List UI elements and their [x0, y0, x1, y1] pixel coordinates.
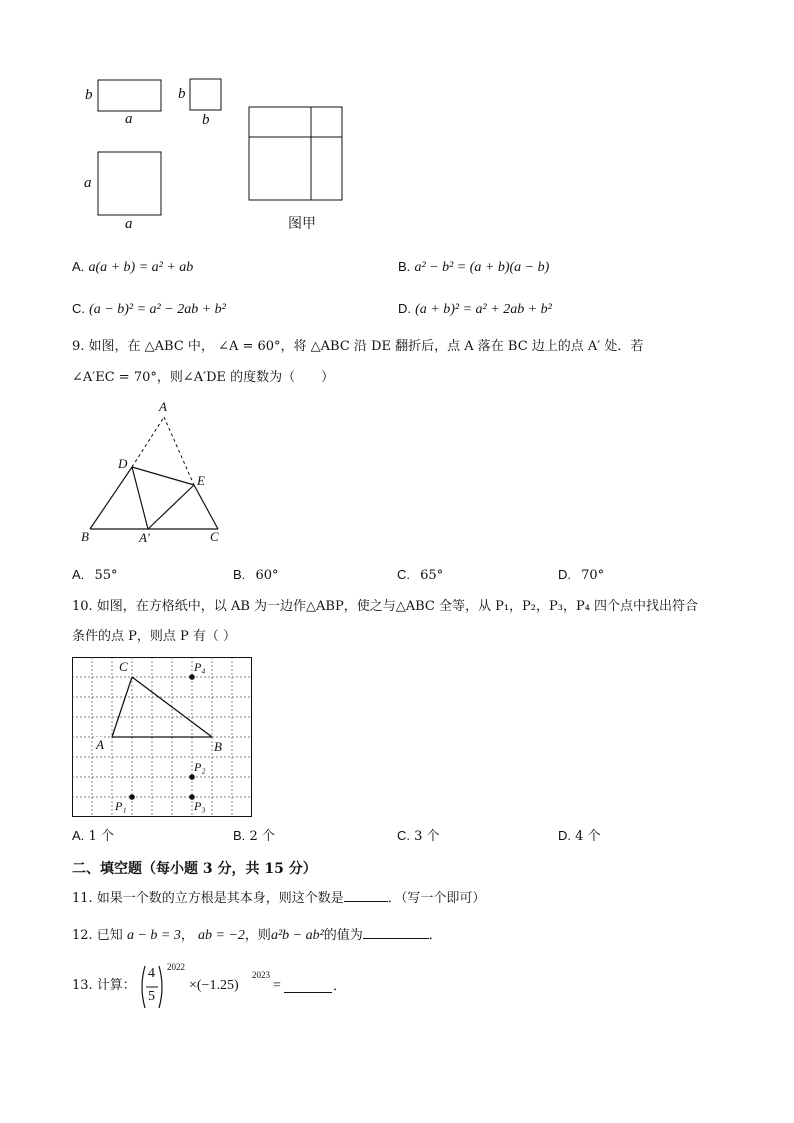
- q10-grid-figure: [72, 657, 254, 819]
- q8-rectangles-svg: [80, 70, 370, 240]
- q12-expression: a²b − ab²: [270, 928, 324, 943]
- q12-tail: 的值为: [323, 928, 363, 943]
- figure-caption: 图甲: [288, 216, 316, 232]
- q10-option-d: [558, 827, 601, 846]
- big-square-side-a-bottom: a: [125, 216, 133, 232]
- q12-condition-2: ab = −2: [198, 928, 245, 943]
- q9-option-d: [558, 566, 604, 585]
- q8-option-a: [72, 258, 193, 277]
- q12-mid: ，则: [244, 928, 271, 943]
- vertex-e-label: E: [197, 473, 205, 488]
- q10-option-a: [72, 827, 114, 846]
- grid-label-b: B: [214, 739, 222, 754]
- vertex-a-prime-label: A′: [139, 530, 150, 545]
- q10-stem-line1: 10. 如图，在方格纸中，以 AB 为一边作△ABP，使之与△ABC 全等，从 P₁，P₂，P₃，P₄ 四个点中找出符合: [72, 599, 699, 614]
- option-text: 65°: [420, 568, 444, 583]
- vertex-c-label: C: [210, 529, 219, 544]
- q13-stem: 13. 计算：: [72, 978, 136, 993]
- q9-stem-line2: ∠A′EC = 70°，则∠A′DE 的度数为（ ）: [72, 370, 335, 385]
- grid-label-p4: P₄: [194, 660, 206, 674]
- segment-da1: [132, 467, 148, 529]
- q13-numerator: 4: [148, 966, 155, 981]
- option-letter: A.: [72, 828, 85, 843]
- q12-end: ．: [428, 928, 442, 943]
- q13-exponent-1: 2022: [167, 962, 185, 972]
- q12-condition-1: a − b = 3: [126, 928, 181, 943]
- q9-option-b: [233, 566, 278, 585]
- q8-option-d: [398, 300, 552, 319]
- q12-stem: 12. 已知: [72, 928, 123, 943]
- option-letter: A.: [72, 567, 85, 582]
- segment-ea1: [148, 485, 194, 529]
- q13-equals: =: [273, 978, 281, 993]
- q12-separator: ，: [180, 928, 194, 943]
- q10-option-b: [233, 827, 275, 846]
- option-letter: D.: [558, 828, 571, 843]
- segment-ae-dashed: [164, 417, 194, 485]
- q13-factor: ×(−1.25): [189, 978, 239, 993]
- segment-bd: [90, 467, 132, 529]
- q8-figures: [80, 70, 370, 240]
- q8-option-c: [72, 300, 226, 319]
- vertex-b-label: B: [81, 529, 89, 544]
- big-square-side-a-left: a: [84, 175, 92, 191]
- q9-triangle-figure: [75, 399, 235, 550]
- q13: [72, 962, 472, 1012]
- grid-label-p1: P₁: [115, 799, 127, 813]
- q9-stem-line1: 9. 如图，在 △ABC 中， ∠A = 60°，将 △ABC 沿 DE 翻折后，点 A 落在 BC 边上的点 A′ 处．若: [72, 339, 644, 354]
- section-heading: 二、填空题（每小题 3 分，共 15 分）: [72, 861, 317, 877]
- option-letter: D.: [398, 301, 411, 316]
- option-letter: D.: [558, 567, 571, 582]
- point-p2: [189, 774, 195, 780]
- option-text: (a + b)² = a² + 2ab + b²: [415, 302, 552, 317]
- segment-da-dashed: [132, 417, 164, 467]
- q10-option-c: [397, 827, 440, 846]
- option-text: (a − b)² = a² − 2ab + b²: [89, 302, 226, 317]
- option-text: 70°: [581, 568, 605, 583]
- q8-option-b: [398, 258, 549, 277]
- q12-answer-blank[interactable]: [363, 926, 429, 939]
- q11-tail: ．（写一个即可）: [387, 891, 486, 906]
- grid-label-c: C: [119, 659, 128, 674]
- q13-answer-blank[interactable]: [284, 980, 332, 993]
- option-letter: C.: [397, 828, 410, 843]
- option-text: 4 个: [575, 829, 601, 844]
- option-text: a(a + b) = a² + ab: [88, 260, 194, 275]
- q13-exponent-2: 2023: [252, 970, 270, 980]
- figure-jia-outer: [249, 107, 342, 200]
- square-a: [98, 152, 161, 215]
- rect-a-by-b: [98, 80, 161, 111]
- rect-side-a: a: [125, 111, 133, 127]
- option-letter: C.: [72, 301, 85, 316]
- option-text: 60°: [255, 568, 279, 583]
- vertex-a-label: A: [159, 399, 167, 414]
- square-b: [190, 79, 221, 110]
- q11-answer-blank[interactable]: [344, 889, 388, 902]
- option-letter: B.: [233, 567, 246, 582]
- option-letter: C.: [397, 567, 410, 582]
- point-p1: [129, 794, 135, 800]
- q9-option-a: [72, 566, 117, 585]
- option-text: a² − b² = (a + b)(a − b): [414, 260, 550, 275]
- grid-label-p2: P₂: [194, 760, 206, 774]
- option-text: 2 个: [249, 829, 275, 844]
- grid-label-p3: P₃: [194, 799, 206, 813]
- q12: [72, 926, 442, 945]
- option-text: 3 个: [414, 829, 440, 844]
- point-p4: [189, 674, 195, 680]
- small-square-side-b-left: b: [178, 86, 186, 102]
- grid-label-a: A: [96, 737, 104, 752]
- option-letter: B.: [398, 259, 411, 274]
- segment-de: [132, 467, 194, 485]
- rect-side-b: b: [85, 87, 93, 103]
- option-letter: B.: [233, 828, 246, 843]
- q11-stem: 11. 如果一个数的立方根是其本身，则这个数是: [72, 891, 344, 906]
- segment-ec: [194, 485, 218, 529]
- q9-option-c: [397, 566, 443, 585]
- option-text: 1 个: [88, 829, 114, 844]
- q11: [72, 889, 485, 908]
- q13-denominator: 5: [148, 989, 155, 1004]
- segment-ac: [112, 677, 132, 737]
- q10-stem-line2: 条件的点 P，则点 P 有（ ）: [72, 629, 237, 644]
- small-square-side-b-bottom: b: [202, 112, 210, 128]
- option-letter: A.: [72, 259, 85, 274]
- option-text: 55°: [94, 568, 118, 583]
- q13-end: ．: [333, 979, 347, 994]
- vertex-d-label: D: [118, 456, 128, 471]
